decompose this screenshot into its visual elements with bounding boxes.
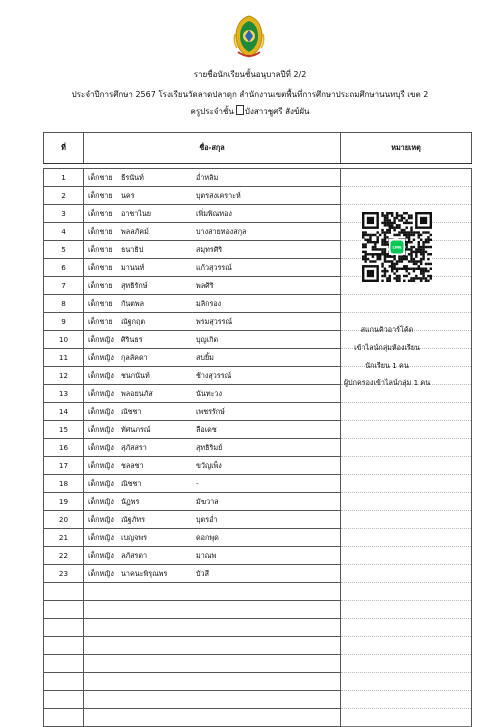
student-first-name: นคร: [121, 191, 135, 200]
student-last-name: อ่ำหลิม: [196, 173, 219, 182]
student-name-cell: [84, 583, 341, 601]
student-name: [84, 223, 340, 240]
student-last-name: ช้างสุวรรณ์: [196, 371, 232, 380]
student-name: [84, 205, 340, 222]
student-first-name: ลภัสรดา: [121, 551, 148, 560]
student-last-name: ลือเดช: [196, 425, 217, 434]
student-name-cell: [84, 205, 341, 223]
student-name: [84, 439, 340, 456]
table-row: [44, 457, 472, 475]
note-cell: [341, 673, 472, 691]
row-number: 1: [44, 169, 84, 187]
student-name-cell: [84, 529, 341, 547]
student-last-name: นันทะวง: [196, 389, 222, 398]
student-first-name: สุทธิรักษ์: [121, 281, 148, 290]
student-first-name: ณัชชา: [121, 407, 142, 416]
student-name: [84, 241, 340, 258]
student-last-name: สมุทรศิริ: [196, 245, 223, 254]
checkbox-mark: [236, 105, 244, 115]
student-title: เด็กหญิง: [88, 335, 114, 344]
student-first-name: ณัฐภัทร: [121, 515, 145, 524]
student-title: เด็กหญิง: [88, 569, 114, 578]
student-title: เด็กชาย: [88, 281, 113, 290]
student-title: เด็กหญิง: [88, 551, 114, 560]
student-last-name: ขวัญเพ็ง: [196, 461, 222, 470]
row-number: 15: [44, 421, 84, 439]
empty-row: [44, 619, 472, 637]
note-cell: [341, 475, 472, 493]
row-number: 3: [44, 205, 84, 223]
student-name-cell: [84, 475, 341, 493]
student-title: เด็กชาย: [88, 263, 113, 272]
student-name-cell: [84, 187, 341, 205]
row-number: 14: [44, 403, 84, 421]
student-name-cell: [84, 565, 341, 583]
student-name-cell: [84, 601, 341, 619]
table-row: [44, 475, 472, 493]
student-last-name: บัวสี: [196, 569, 209, 578]
student-name: [84, 457, 340, 474]
empty-row: [44, 655, 472, 673]
note-cell: [341, 691, 472, 709]
student-title: เด็กชาย: [88, 227, 113, 236]
student-first-name: ณัฐกฤต: [121, 317, 146, 326]
empty-row: [44, 709, 472, 727]
student-last-name: สบยิ้ม: [196, 353, 214, 362]
student-first-name: อาชาไนย: [121, 209, 152, 218]
student-name: [84, 475, 340, 492]
note-students: นักเรียน 1 คน: [365, 361, 409, 370]
student-last-name: เพิ่มพิณทอง: [196, 209, 232, 218]
table-row: [44, 565, 472, 583]
student-title: เด็กชาย: [88, 245, 113, 254]
student-title: เด็กชาย: [88, 209, 113, 218]
note-cell: [341, 439, 472, 457]
note-cell: [341, 583, 472, 601]
row-number: [44, 673, 84, 691]
row-number: 10: [44, 331, 84, 349]
student-last-name: บางสายทองสกุล: [196, 227, 247, 236]
student-name: [84, 295, 340, 312]
empty-row: [44, 583, 472, 601]
row-number: [44, 583, 84, 601]
note-cell: [341, 601, 472, 619]
qr-code-icon: [362, 212, 432, 282]
student-name: [84, 277, 340, 294]
empty-row: [44, 691, 472, 709]
student-name: [84, 169, 340, 186]
student-name-cell: [84, 619, 341, 637]
row-number: 9: [44, 313, 84, 331]
student-name-cell: [84, 511, 341, 529]
student-title: เด็กหญิง: [88, 533, 114, 542]
student-name: [84, 403, 340, 420]
table-row: [44, 169, 472, 187]
student-first-name: นัฏพร: [121, 497, 140, 506]
row-number: [44, 691, 84, 709]
row-number: [44, 655, 84, 673]
student-name: [84, 565, 340, 582]
student-name-cell: [84, 223, 341, 241]
note-cell: [341, 187, 472, 205]
student-name-cell: [84, 241, 341, 259]
student-title: เด็กชาย: [88, 299, 113, 308]
student-name: [84, 529, 340, 546]
student-last-name: มาณพ: [196, 551, 217, 560]
table-row: [44, 511, 472, 529]
note-cell: [341, 511, 472, 529]
student-first-name: เบญจพร: [121, 533, 147, 542]
table-row: [44, 547, 472, 565]
header-note: หมายเหตุ: [341, 133, 472, 164]
student-title: เด็กหญิง: [88, 497, 114, 506]
student-last-name: มัฆวาล: [196, 497, 219, 506]
teacher-prefix: ครูประจำชั้น: [190, 107, 234, 116]
row-number: 2: [44, 187, 84, 205]
student-first-name: สุภัสสรา: [121, 443, 147, 452]
student-first-name: ทัศนภรณ์: [121, 425, 151, 434]
note-cell: [341, 421, 472, 439]
row-number: [44, 637, 84, 655]
student-first-name: นาคนะพิรุณพร: [121, 569, 168, 578]
row-number: 12: [44, 367, 84, 385]
row-number: 6: [44, 259, 84, 277]
row-number: [44, 619, 84, 637]
student-first-name: พลอยนภัส: [121, 389, 153, 398]
student-last-name: พลศิริ: [196, 281, 214, 290]
student-first-name: มานนท์: [121, 263, 145, 272]
table-row: [44, 403, 472, 421]
student-title: เด็กหญิง: [88, 425, 114, 434]
student-title: เด็กหญิง: [88, 443, 114, 452]
student-title: เด็กชาย: [88, 317, 113, 326]
student-name-cell: [84, 493, 341, 511]
note-cell: [341, 655, 472, 673]
table-row: [44, 295, 472, 313]
teacher-line: [0, 105, 500, 117]
table-row: [44, 421, 472, 439]
student-name: [84, 547, 340, 564]
student-name-cell: [84, 547, 341, 565]
empty-row: [44, 673, 472, 691]
row-number: 16: [44, 439, 84, 457]
student-name-cell: [84, 673, 341, 691]
student-last-name: บุตรอ่ำ: [196, 515, 218, 524]
student-name-cell: [84, 277, 341, 295]
row-number: 8: [44, 295, 84, 313]
student-first-name: กุลลัคดา: [121, 353, 148, 362]
student-name-cell: [84, 421, 341, 439]
empty-row: [44, 637, 472, 655]
student-last-name: บุตรสงเคราะห์: [196, 191, 241, 200]
student-title: เด็กชาย: [88, 173, 113, 182]
student-first-name: กันตพล: [121, 299, 145, 308]
student-last-name: เพชรรักษ์: [196, 407, 225, 416]
note-cell: [341, 295, 472, 313]
student-first-name: พลลภัคม์: [121, 227, 149, 236]
student-name-cell: [84, 709, 341, 727]
row-number: 22: [44, 547, 84, 565]
row-number: 21: [44, 529, 84, 547]
student-first-name: ชนกนันท์: [121, 371, 150, 380]
student-name: [84, 259, 340, 276]
student-name: [84, 493, 340, 510]
table-row: [44, 439, 472, 457]
teacher-name: บังสาวชูศรี สังข์ผัน: [244, 107, 310, 116]
student-title: เด็กชาย: [88, 191, 113, 200]
header-no: ที่: [44, 133, 84, 164]
student-last-name: สุทธิริมย์: [196, 443, 223, 452]
student-last-name: พรมสุวรรณ์: [196, 317, 233, 326]
student-name: [84, 421, 340, 438]
student-name-cell: [84, 655, 341, 673]
student-last-name: ดอกพุด: [196, 533, 219, 542]
header-name: ชื่อ-สกุล: [84, 133, 341, 164]
student-first-name: ธนาธิป: [121, 245, 144, 254]
note-cell: [341, 619, 472, 637]
note-cell: [341, 547, 472, 565]
student-first-name: ศิรินธร: [121, 335, 143, 344]
note-cell: [341, 493, 472, 511]
student-name-cell: [84, 295, 341, 313]
row-number: 7: [44, 277, 84, 295]
student-last-name: มลิกรอง: [196, 299, 222, 308]
row-number: [44, 709, 84, 727]
note-scan-qr: สแกนคิวอาร์โค้ด: [360, 325, 414, 334]
student-first-name: ธีรนันท์: [121, 173, 144, 182]
row-number: 23: [44, 565, 84, 583]
student-name-cell: [84, 691, 341, 709]
row-number: 18: [44, 475, 84, 493]
table-header-row: [44, 133, 472, 164]
note-cell: [341, 637, 472, 655]
student-name: [84, 187, 340, 204]
row-number: 17: [44, 457, 84, 475]
note-cell: [341, 709, 472, 727]
page-title: รายชื่อนักเรียนชั้นอนุบาลปีที่ 2/2: [193, 70, 307, 79]
student-name-cell: [84, 403, 341, 421]
student-name-cell: [84, 457, 341, 475]
note-cell: [341, 169, 472, 187]
student-last-name: แก้วสุวรรณ์: [196, 263, 232, 272]
student-title: เด็กหญิง: [88, 389, 114, 398]
student-title: เด็กหญิง: [88, 515, 114, 524]
note-join-line: เข้าไลน์กลุ่มห้องเรียน: [354, 343, 420, 352]
line-badge-label: LINE: [392, 245, 402, 250]
student-title: เด็กหญิง: [88, 461, 114, 470]
student-first-name: ชลลชา: [121, 461, 144, 470]
row-number: [44, 601, 84, 619]
row-number: 19: [44, 493, 84, 511]
student-name-cell: [84, 259, 341, 277]
row-number: 13: [44, 385, 84, 403]
row-number: 11: [44, 349, 84, 367]
student-first-name: ณิชชา: [121, 479, 142, 488]
table-row: [44, 187, 472, 205]
note-cell: [341, 403, 472, 421]
page-subtitle: ประจำปีการศึกษา 2567 โรงเรียนวัดลาดปลาดุก สำนักงานเขตพื้นที่การศึกษาประถมศึกษานนทบุรี เขต 2: [71, 90, 429, 99]
table-row: [44, 529, 472, 547]
note-cell: [341, 565, 472, 583]
table-row: [44, 493, 472, 511]
student-name-cell: [84, 637, 341, 655]
student-last-name: -: [196, 479, 199, 488]
student-name: [84, 511, 340, 528]
row-number: 4: [44, 223, 84, 241]
empty-row: [44, 601, 472, 619]
note-cell: [341, 529, 472, 547]
row-number: 20: [44, 511, 84, 529]
student-name-cell: [84, 169, 341, 187]
student-last-name: บุญเกิด: [196, 335, 219, 344]
student-name-cell: [84, 439, 341, 457]
note-cell: [341, 457, 472, 475]
row-number: 5: [44, 241, 84, 259]
student-title: เด็กหญิง: [88, 407, 114, 416]
school-logo-icon: [232, 14, 266, 60]
student-title: เด็กหญิง: [88, 479, 114, 488]
student-title: เด็กหญิง: [88, 353, 114, 362]
student-title: เด็กหญิง: [88, 371, 114, 380]
note-parents: ผู้ปกครองเข้าไลน์กลุ่ม 1 คน: [343, 378, 431, 387]
